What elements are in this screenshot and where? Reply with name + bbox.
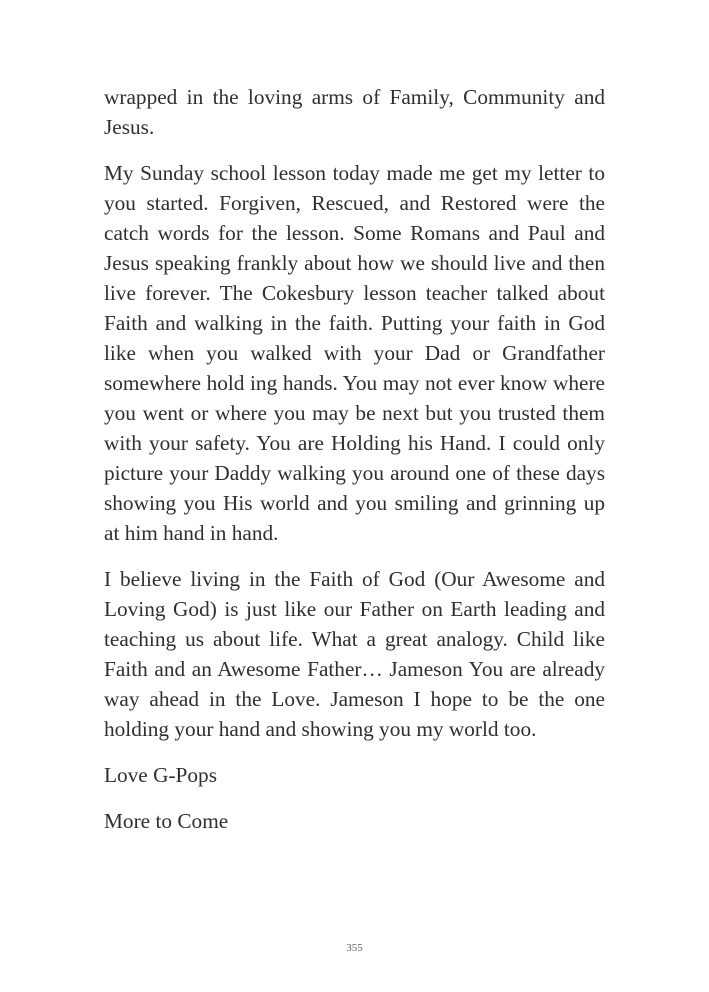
body-text <box>104 82 605 852</box>
closing-line: More to Come <box>104 809 229 833</box>
paragraph-faith: I believe living in the Faith of God (Our Awesome and Loving God) is just like our Father on Earth leading and teaching us about life. What a great analogy. Child like Faith and an Awesome Father… Jameson You are already way ahead in the Love. Jameson I hope to be the one holding your hand and showing you my world too. <box>104 567 605 741</box>
signature-line: Love G-Pops <box>104 763 217 787</box>
page-number: 355 <box>346 942 363 954</box>
paragraph-sunday-school: My Sunday school lesson today made me get my letter to you started. Forgiven, Rescued, and Restored were the catch words for the lesson. Some Romans and Paul and Jesus speaking frankly about how we should live and then live forever. The Cokesbury lesson teacher talked about Faith and walking in the faith. Putting your faith in God like when you walked with your Dad or Grandfather somewhere hold ing hands. You may not ever know where you went or where you may be next but you trusted them with your safety. You are Holding his Hand. I could only picture your Daddy walking you around one of these days showing you His world and you smiling and grinning up at him hand in hand. <box>104 161 605 545</box>
paragraph-continuation: wrapped in the loving arms of Family, Community and Jesus. <box>104 85 605 139</box>
